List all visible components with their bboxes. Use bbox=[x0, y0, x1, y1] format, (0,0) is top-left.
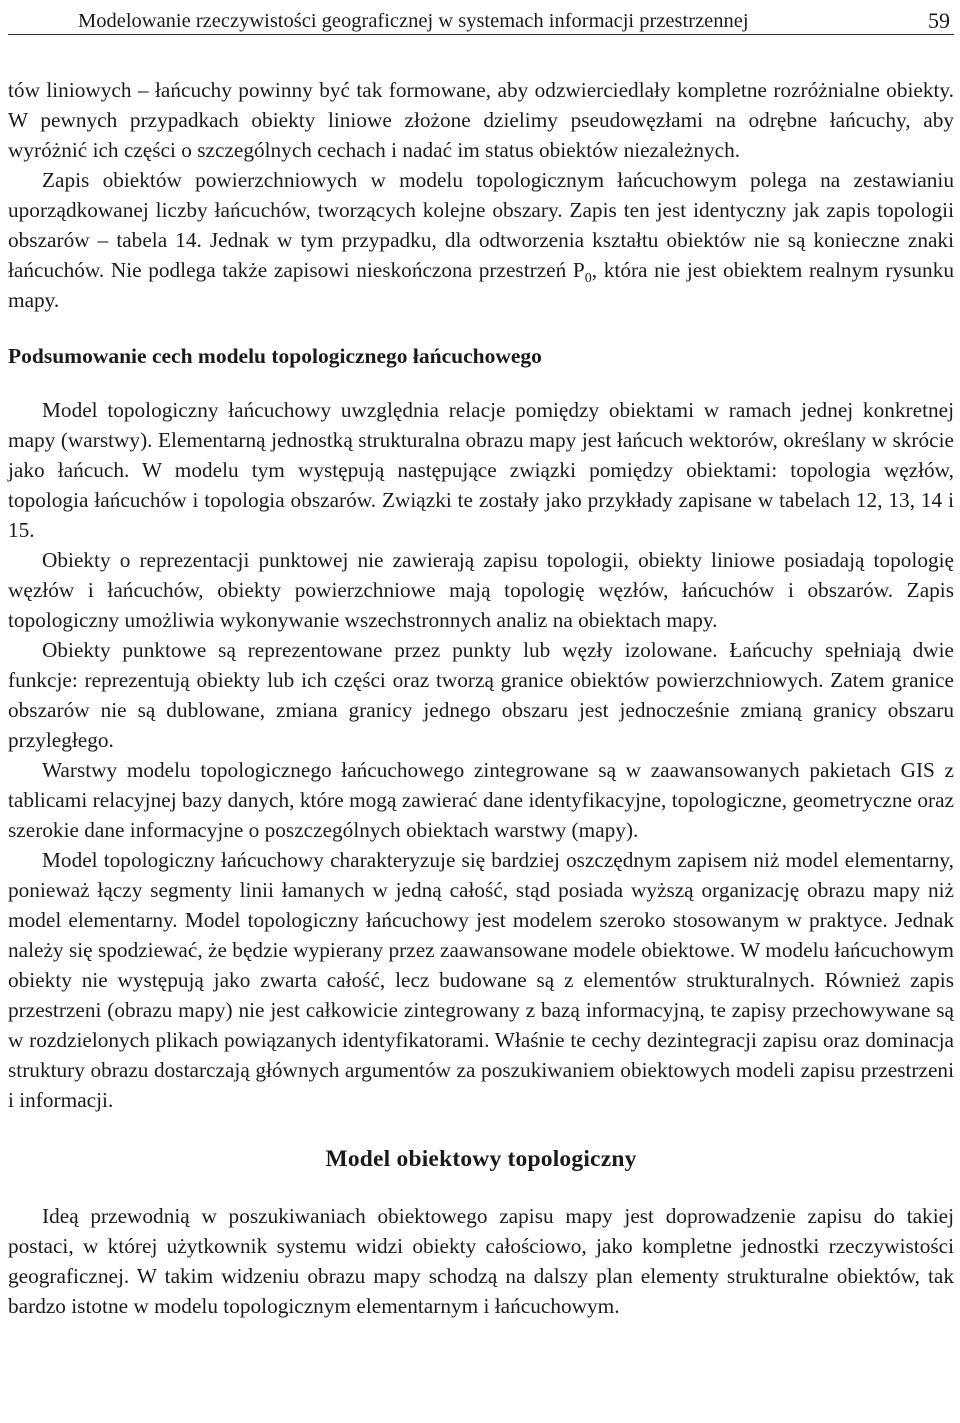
paragraph-continued: tów liniowych – łańcuchy powinny być tak formowane, aby odzwierciedlały kompletne rozróżnialne obiekty. W pewnych przypadkach obiekty liniowe złożone dzielimy pseudowęzłami na odrębne łańcuchy, aby wyróżnić ich części o szczególnych cechach i nadać im status obiektów niezależnych. bbox=[8, 78, 954, 162]
section-heading: Podsumowanie cech modelu topologicznego łańcuchowego bbox=[8, 344, 542, 368]
paragraph-summary-2: Obiekty o reprezentacji punktowej nie zawierają zapisu topologii, obiekty liniowe posiadają topologię węzłów i łańcuchów, obiekty powierzchniowe mają topologię węzłów, łańcuchów i obszarów. Zapis topologiczny umożliwia wykonywanie wszechstronnych analiz na obiektach mapy. bbox=[8, 548, 954, 632]
paragraph-summary-3: Obiekty punktowe są reprezentowane przez punkty lub węzły izolowane. Łańcuchy spełniają dwie funkcje: reprezentują obiekty lub ich części oraz tworzą granice obiektów powierzchniowych. Zatem granice obszarów nie są dublowane, zmiana granicy jednego obszaru jest jednocześnie zmianą granicy obszaru przyległego. bbox=[8, 638, 954, 752]
chapter-heading: Model obiektowy topologiczny bbox=[325, 1146, 637, 1172]
running-header bbox=[8, 0, 954, 35]
paragraph-text-end: , która nie jest obiektem realnym rysunku mapy. bbox=[8, 258, 954, 312]
paragraph-summary-1: Model topologiczny łańcuchowy uwzględnia relacje pomiędzy obiektami w ramach jednej konkretnej mapy (warstwy). Elementarną jednostką strukturalna obrazu mapy jest łańcuch wektorów, określany w skrócie jako łańcuch. W modelu tym występują następujące związki pomiędzy obiektami: topologia węzłów, topologia łańcuchów i topologia obszarów. Związki te zostały jako przykłady zapisane w tabelach 12, 13, 14 i 15. bbox=[8, 398, 954, 542]
document-page bbox=[8, 0, 954, 1321]
subscript: 0 bbox=[584, 271, 592, 286]
paragraph-summary-5: Model topologiczny łańcuchowy charakteryzuje się bardziej oszczędnym zapisem niż model elementarny, ponieważ łączy segmenty linii łamanych w jedną całość, stąd posiada wyższą organizację obrazu mapy niż model elementarny. Model topologiczny łańcuchowy jest modelem szeroko stosowanym w praktyce. Jednak należy się spodziewać, że będzie wypierany przez zaawansowane modele obiektowe. W modelu łańcuchowym obiekty nie występują jako zwarta całość, lecz budowane są z elementów strukturalnych. Również zapis przestrzeni (obrazu mapy) nie jest całkowicie zintegrowany z bazą informacyjną, te zapisy przechowywane są w rozdzielonych plikach powiązanych identyfikatorami. Właśnie te cechy dezintegracji zapisu oraz dominacja struktury obrazu dostarczają głównych argumentów za poszukiwaniem obiektowych modeli zapisu przestrzeni i informacji. bbox=[8, 848, 954, 1112]
paragraph-object-model: Ideą przewodnią w poszukiwaniach obiektowego zapisu mapy jest doprowadzenie zapisu do takiej postaci, w której użytkownik systemu widzi obiekty całościowo, jako kompletne jednostki rzeczywistości geograficznej. W takim widzeniu obrazu mapy schodzą na dalszy plan elementy strukturalne obiektów, tak bardzo istotne w modelu topologicznym elementarnym i łańcuchowym. bbox=[8, 1204, 954, 1318]
running-title: Modelowanie rzeczywistości geograficznej w systemach informacji przestrzennej bbox=[78, 10, 749, 32]
page-body bbox=[8, 75, 954, 1321]
page-number: 59 bbox=[928, 8, 950, 33]
paragraph-surface-objects bbox=[8, 165, 954, 315]
paragraph-summary-4: Warstwy modelu topologicznego łańcuchowego zintegrowane są w zaawansowanych pakietach GIS z tablicami relacyjnej bazy danych, które mogą zawierać dane identyfikacyjne, topologiczne, geometryczne oraz szerokie dane informacyjne o poszczególnych obiektach warstwy (mapy). bbox=[8, 758, 954, 842]
paragraph-text: Zapis obiektów powierzchniowych w modelu topologicznym łańcuchowym polega na zestawianiu uporządkowanej liczby łańcuchów, tworzących kolejne obszary. Zapis ten jest identyczny jak zapis topologii obszarów – tabela 14. Jednak w tym przypadku, dla odtworzenia kształtu obiektów nie są konieczne znaki łańcuchów. Nie podlega także zapisowi nieskończona przestrzeń P bbox=[8, 168, 954, 282]
